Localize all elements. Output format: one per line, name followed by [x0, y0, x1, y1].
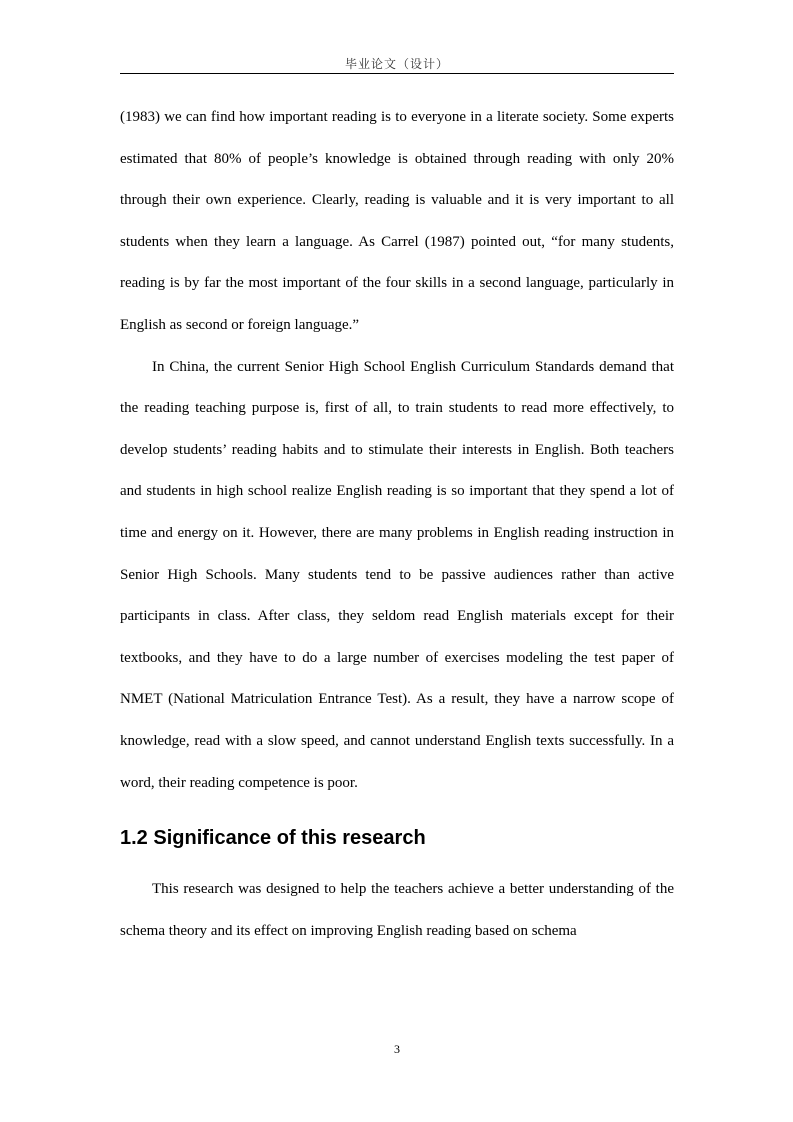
header-rule [120, 73, 674, 74]
body-text [120, 97, 674, 952]
paragraph-continued: (1983) we can find how important reading is to everyone in a literate society. Some experts estimated that 80% of people’s knowledge is obtained through reading with only 20% through their own experience. Clearly, reading is valuable and it is very important to all students when they learn a language. As Carrel (1987) pointed out, “for many students, reading is by far the most important of the four skills in a second language, particularly in English as second or foreign language.” [120, 109, 674, 333]
paragraph-significance: This research was designed to help the teachers achieve a better understanding of the schema theory and its effect on improving English reading based on schema [120, 881, 674, 939]
running-header: 毕业论文（设计） [344, 57, 449, 71]
section-heading: 1.2 Significance of this research [120, 827, 426, 850]
page-number: 3 [394, 1042, 400, 1056]
paragraph-china-curriculum: In China, the current Senior High School English Curriculum Standards demand that the reading teaching purpose is, first of all, to train students to read more effectively, to develop students’ reading habits and to stimulate their interests in English. Both teachers and students in high school realize English reading is so important that they spend a lot of time and energy on it. However, there are many problems in English reading instruction in Senior High Schools. Many students tend to be passive audiences rather than active participants in class. After class, they seldom read English materials except for their textbooks, and they have to do a large number of exercises modeling the test paper of NMET (National Matriculation Entrance Test). As a result, they have a narrow scope of knowledge, read with a slow speed, and cannot understand English texts successfully. In a word, their reading competence is poor. [120, 358, 674, 791]
